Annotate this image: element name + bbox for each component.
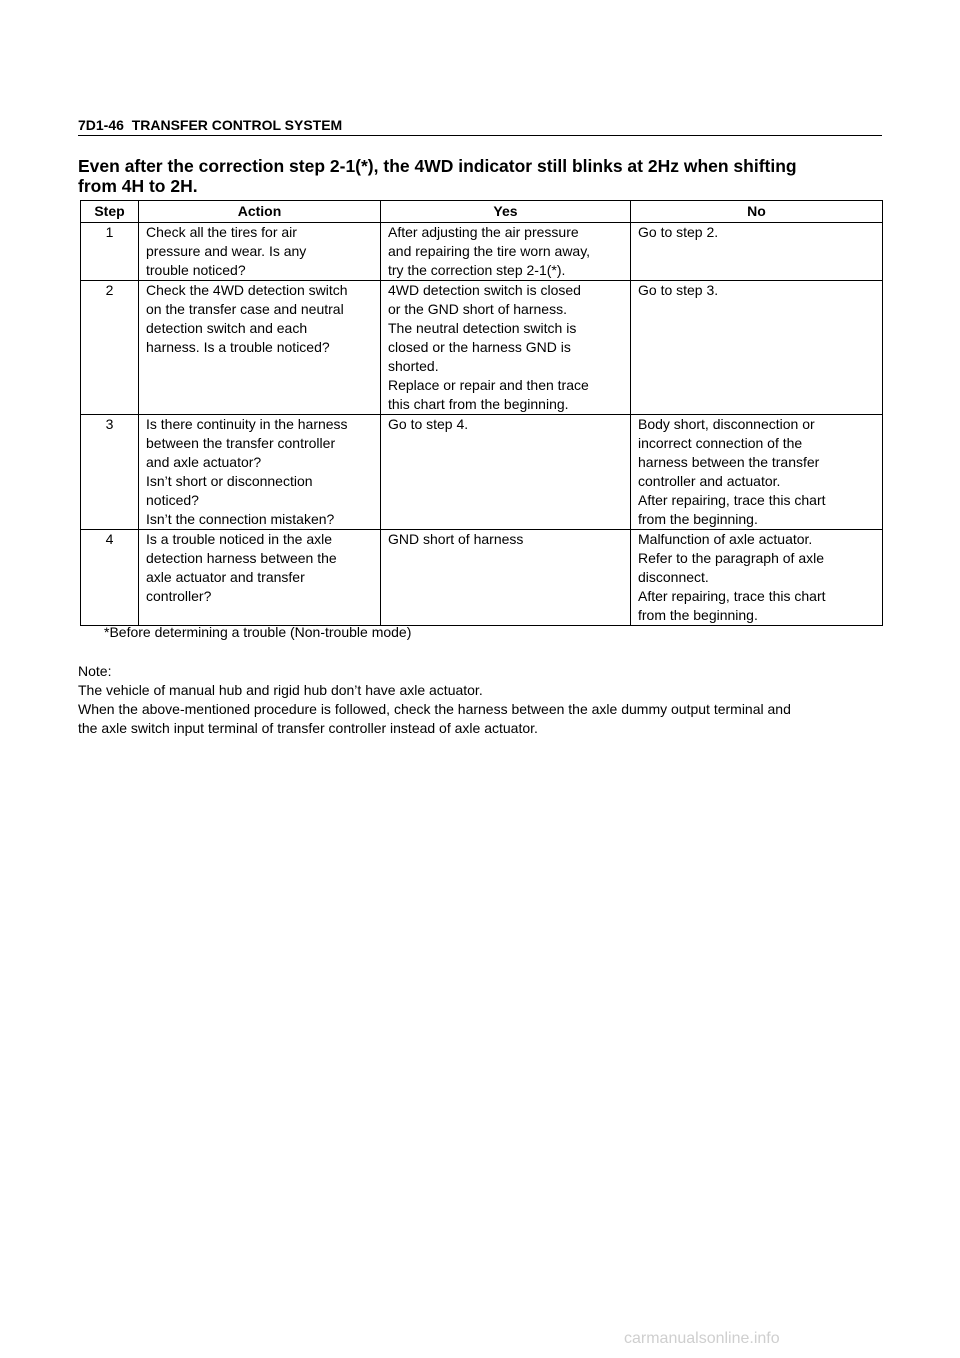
yes-cell — [381, 223, 631, 281]
no-cell-line: incorrect connection of the — [638, 435, 803, 451]
table-header-row — [81, 201, 883, 223]
yes-cell-line: this chart from the beginning. — [388, 396, 569, 412]
table-row — [81, 281, 883, 415]
yes-cell — [381, 415, 631, 530]
action-cell-line: Check all the tires for air — [146, 224, 297, 240]
table-row — [81, 530, 883, 626]
yes-cell-line: After adjusting the air pressure — [388, 224, 579, 240]
yes-cell — [381, 281, 631, 415]
action-cell-line: trouble noticed? — [146, 262, 246, 278]
action-cell — [139, 223, 381, 281]
diagnostic-table — [80, 200, 883, 626]
yes-cell-line: GND short of harness — [388, 531, 524, 547]
action-cell-line: axle actuator and transfer — [146, 569, 305, 585]
no-cell — [631, 281, 883, 415]
action-cell — [139, 281, 381, 415]
action-cell — [139, 415, 381, 530]
action-cell-line: and axle actuator? — [146, 454, 262, 470]
no-cell-line: Go to step 2. — [638, 224, 719, 240]
no-cell-line: from the beginning. — [638, 511, 758, 527]
no-cell — [631, 415, 883, 530]
yes-cell-line: Replace or repair and then trace — [388, 377, 589, 393]
watermark: carmanualsonline.info — [624, 1330, 780, 1347]
column-header-no: No — [631, 201, 883, 223]
action-cell-line: detection switch and each — [146, 320, 308, 336]
page-title-line: from 4H to 2H. — [78, 176, 198, 196]
action-cell-line: Isn’t the connection mistaken? — [146, 511, 335, 527]
action-cell-line: harness. Is a trouble noticed? — [146, 339, 330, 355]
yes-cell — [381, 530, 631, 626]
table-row — [81, 223, 883, 281]
action-cell-line: Is there continuity in the harness — [146, 416, 348, 432]
note-label: Note: — [78, 663, 112, 679]
running-header: 7D1-46 TRANSFER CONTROL SYSTEM — [78, 117, 882, 136]
action-cell — [139, 530, 381, 626]
note-line: the axle switch input terminal of transfer controller instead of axle actuator. — [78, 720, 538, 736]
action-cell-line: pressure and wear. Is any — [146, 243, 307, 259]
yes-cell-line: try the correction step 2-1(*). — [388, 262, 566, 278]
note-block — [78, 662, 884, 738]
step-cell: 1 — [81, 223, 139, 281]
no-cell-line: Go to step 3. — [638, 282, 719, 298]
step-cell: 3 — [81, 415, 139, 530]
no-cell-line: harness between the transfer — [638, 454, 820, 470]
step-cell: 4 — [81, 530, 139, 626]
action-cell-line: Check the 4WD detection switch — [146, 282, 348, 298]
table-footnote: *Before determining a trouble (Non-trouble mode) — [104, 624, 412, 640]
yes-cell-line: closed or the harness GND is — [388, 339, 571, 355]
yes-cell-line: Go to step 4. — [388, 416, 469, 432]
action-cell-line: noticed? — [146, 492, 199, 508]
no-cell-line: Body short, disconnection or — [638, 416, 815, 432]
action-cell-line: between the transfer controller — [146, 435, 336, 451]
no-cell-line: Refer to the paragraph of axle — [638, 550, 825, 566]
note-line: The vehicle of manual hub and rigid hub don’t have axle actuator. — [78, 682, 483, 698]
no-cell-line: After repairing, trace this chart — [638, 588, 826, 604]
column-header-action: Action — [139, 201, 381, 223]
yes-cell-line: and repairing the tire worn away, — [388, 243, 591, 259]
action-cell-line: Is a trouble noticed in the axle — [146, 531, 333, 547]
action-cell-line: on the transfer case and neutral — [146, 301, 344, 317]
page-title — [78, 156, 882, 196]
yes-cell-line: shorted. — [388, 358, 439, 374]
table-row — [81, 415, 883, 530]
no-cell-line: from the beginning. — [638, 607, 758, 623]
action-cell-line: detection harness between the — [146, 550, 337, 566]
column-header-step: Step — [81, 201, 139, 223]
yes-cell-line: The neutral detection switch is — [388, 320, 577, 336]
yes-cell-line: 4WD detection switch is closed — [388, 282, 581, 298]
action-cell-line: Isn’t short or disconnection — [146, 473, 313, 489]
no-cell — [631, 223, 883, 281]
no-cell-line: controller and actuator. — [638, 473, 781, 489]
column-header-yes: Yes — [381, 201, 631, 223]
note-line: When the above-mentioned procedure is followed, check the harness between the axle dummy output terminal and — [78, 701, 791, 717]
no-cell — [631, 530, 883, 626]
no-cell-line: After repairing, trace this chart — [638, 492, 826, 508]
page-title-line: Even after the correction step 2-1(*), the 4WD indicator still blinks at 2Hz when shifting — [78, 156, 797, 176]
no-cell-line: disconnect. — [638, 569, 709, 585]
yes-cell-line: or the GND short of harness. — [388, 301, 567, 317]
no-cell-line: Malfunction of axle actuator. — [638, 531, 813, 547]
table-body — [81, 223, 883, 626]
step-cell: 2 — [81, 281, 139, 415]
action-cell-line: controller? — [146, 588, 212, 604]
